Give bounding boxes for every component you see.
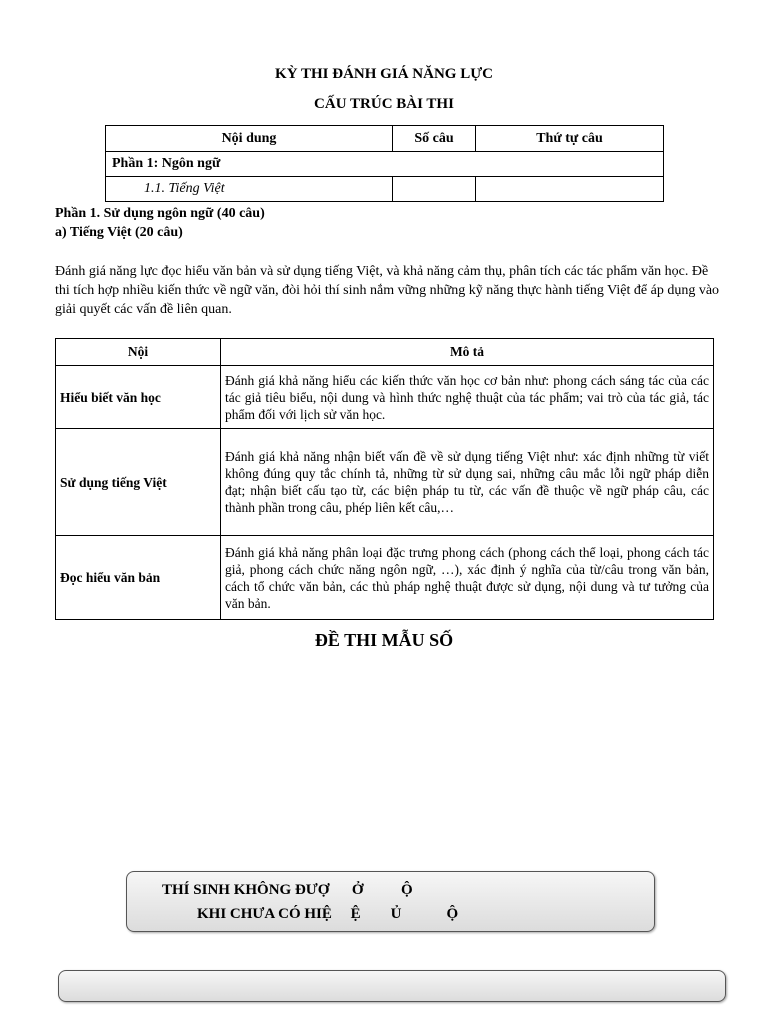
table-header-row [56, 339, 714, 366]
exam-title: KỲ THI ĐÁNH GIÁ NĂNG LỰC [275, 66, 493, 82]
table-row [106, 177, 664, 202]
criteria-name: Đọc hiểu văn bản [56, 536, 221, 620]
sample-exam-title: ĐỀ THI MẪU SỐ [314, 630, 454, 650]
column-header: Thứ tự câu [476, 126, 664, 152]
column-header: Số câu [393, 126, 476, 152]
table-row [56, 366, 714, 429]
subsection-cell: 1.1. Tiếng Việt [106, 177, 393, 202]
column-header: Nội [56, 339, 221, 366]
table-row [56, 536, 714, 620]
structure-table [105, 125, 664, 202]
structure-title: CẤU TRÚC BÀI THI [314, 96, 454, 112]
column-header: Mô tả [221, 339, 714, 366]
notice-box [126, 871, 655, 932]
table-header-row [106, 126, 664, 152]
criteria-description: Đánh giá khả năng nhận biết vấn đề về sử dụng tiếng Việt như: xác định những từ viết không đúng quy tắc chính tả, những từ sử dụng sai, những câu mắc lỗi ngữ pháp diễn đạt; nhận biết cấu tạo từ, các biện pháp tu từ, các vấn đề thuộc về ngữ pháp câu, các thành phần trong câu, phép liên kết câu,… [221, 429, 714, 536]
count-cell [393, 177, 476, 202]
footer-box [58, 970, 726, 1002]
notice-line-1: THÍ SINH KHÔNG ĐƯỢ Ở Ộ [162, 882, 413, 898]
criteria-description: Đánh giá khả năng hiểu các kiến thức văn học cơ bản như: phong cách sáng tác của các tác giả tiêu biểu, nội dung và hình thức nghệ thuật của tác phẩm; vai trò của tác giả, tác phẩm đối với lịch sử văn học. [221, 366, 714, 429]
table-row [56, 429, 714, 536]
order-cell [476, 177, 664, 202]
part-subheading: a) Tiếng Việt (20 câu) [55, 225, 183, 240]
intro-paragraph: Đánh giá năng lực đọc hiểu văn bản và sử dụng tiếng Việt, và khả năng cảm thụ, phân tích các tác phẩm văn học. Đề thi tích hợp nhiều kiến thức về ngữ văn, đòi hỏi thí sinh nắm vững những kỹ năng thực hành tiếng Việt để áp dụng vào giải quyết các vấn đề liên quan. [55, 264, 720, 317]
table-row [106, 152, 664, 177]
part-heading: Phần 1. Sử dụng ngôn ngữ (40 câu) [55, 206, 265, 221]
notice-line-2: KHI CHƯA CÓ HIỆ Ệ Ủ Ộ [197, 906, 459, 922]
criteria-name: Hiểu biết văn học [56, 366, 221, 429]
criteria-description: Đánh giá khả năng phân loại đặc trưng phong cách (phong cách thể loại, phong cách tác giả, phong cách chức năng ngôn ngữ, …), xác định ý nghĩa của từ/câu trong văn bản, cách tổ chức văn bản, các thủ pháp nghệ thuật được sử dụng, nội dung và tư tưởng của văn bản. [221, 536, 714, 620]
criteria-table [55, 338, 714, 620]
criteria-name: Sử dụng tiếng Việt [56, 429, 221, 536]
column-header: Nội dung [106, 126, 393, 152]
section-cell: Phần 1: Ngôn ngữ [106, 152, 664, 177]
